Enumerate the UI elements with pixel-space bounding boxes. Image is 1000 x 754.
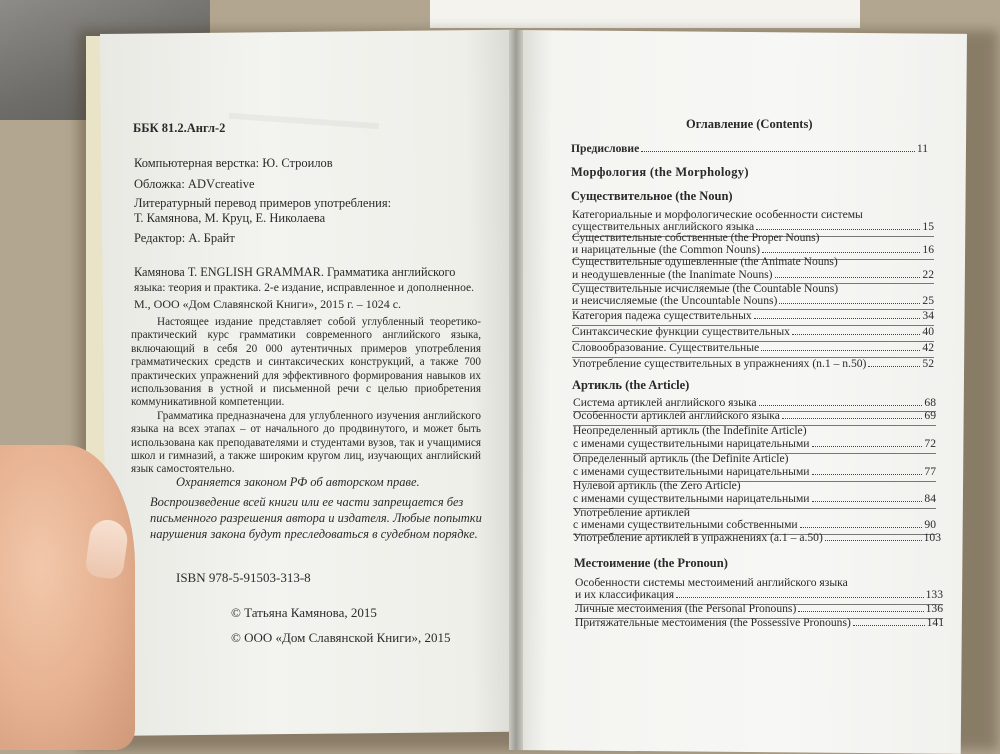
toc-leader-dots — [762, 252, 920, 253]
toc-part-heading: Морфология (the Morphology) — [571, 165, 749, 179]
toc-page-number: 133 — [925, 588, 943, 601]
toc-section-heading-article: Артикль (the Article) — [572, 378, 690, 392]
toc-label: с именами существительными нарицательными — [573, 465, 810, 478]
hand — [0, 445, 135, 750]
toc-row-article-6 — [573, 518, 936, 531]
toc-page-number: 136 — [925, 602, 943, 615]
toc-section-heading-pronoun: Местоимение (the Pronoun) — [574, 556, 728, 570]
toc-section-heading-noun: Существительное (the Noun) — [571, 189, 733, 203]
toc-leader-dots — [800, 527, 923, 528]
reproduction-notice-line-1: Воспроизведение всей книги или ее части запрещается без — [150, 495, 464, 509]
toc-leader-dots — [754, 318, 921, 319]
credit-translation-heading: Литературный перевод примеров употребления: — [134, 196, 392, 210]
toc-leader-dots — [775, 277, 921, 278]
toc-row-preface — [571, 142, 928, 155]
toc-row-pronoun-3 — [575, 616, 944, 629]
toc-leader-dots — [782, 418, 922, 419]
toc-item-line: Особенности системы местоимений английского языка — [575, 576, 848, 589]
bibliography-line-1: Камянова Т. ENGLISH GRAMMAR. Грамматика английского — [134, 265, 456, 279]
toc-page-number: 84 — [924, 492, 936, 505]
copyright-publisher: © ООО «Дом Славянской Книги», 2015 — [231, 630, 451, 645]
toc-page-number: 25 — [922, 294, 934, 307]
toc-item-line: Нулевой артикль (the Zero Article) — [573, 479, 741, 492]
toc-page-number: 52 — [922, 357, 934, 370]
toc-label: Употребление артиклей в упражнениях (a.1 – a.50) — [573, 531, 823, 544]
toc-item-line: Существительные исчисляемые (the Countable Nouns) — [572, 282, 839, 295]
toc-page-number: 68 — [924, 396, 936, 409]
isbn: ISBN 978-5-91503-313-8 — [176, 570, 311, 585]
toc-label: Особенности артиклей английского языка — [573, 409, 780, 422]
toc-page-number: 77 — [924, 465, 936, 478]
toc-leader-dots — [676, 597, 923, 598]
copyright-author: © Татьяна Камянова, 2015 — [231, 605, 377, 620]
toc-page-number: 90 — [924, 518, 936, 531]
toc-row-pronoun-2 — [575, 602, 943, 615]
toc-label: с именами существительными собственными — [573, 518, 798, 531]
bibliography-line-3: М., ООО «Дом Славянской Книги», 2015 г. – 1024 с. — [134, 297, 402, 311]
toc-row-noun-3 — [572, 268, 934, 281]
toc-leader-dots — [798, 611, 923, 612]
credit-layout: Компьютерная верстка: Ю. Строилов — [134, 156, 333, 170]
toc-label: существительных английского языка — [572, 220, 755, 233]
toc-row-article-4 — [573, 465, 936, 478]
toc-page-number: 11 — [916, 142, 928, 155]
toc-leader-dots — [759, 405, 923, 406]
toc-page-number: 69 — [924, 409, 936, 422]
toc-leader-dots — [812, 501, 923, 502]
toc-leader-dots — [761, 350, 920, 351]
copyright-law-notice: Охраняется законом РФ об авторском праве. — [176, 475, 420, 489]
reproduction-notice-line-3: нарушения закона будут преследоваться в судебном порядке. — [150, 527, 478, 541]
toc-item-line: Существительные одушевленные (the Animate Nouns) — [572, 255, 838, 268]
book-spine — [509, 30, 523, 750]
toc-row-article-3 — [573, 437, 936, 450]
toc-label: и неисчисляемые (the Uncountable Nouns) — [572, 294, 778, 307]
annotation — [131, 316, 481, 477]
toc-label: Предисловие — [571, 142, 640, 155]
toc-row-noun-5 — [572, 309, 934, 322]
toc-leader-dots — [868, 366, 920, 367]
background-paper — [430, 0, 860, 28]
toc-label: Категория падежа существительных — [572, 309, 752, 322]
toc-label: Личные местоимения (the Personal Pronouns) — [575, 602, 797, 615]
toc-item-line: Категориальные и морфологические особенности системы — [572, 208, 863, 221]
toc-label: Словообразование. Существительные — [572, 341, 760, 354]
credit-translators: Т. Камянова, М. Круц, Е. Николаева — [134, 211, 326, 225]
toc-row-article-7 — [573, 531, 941, 544]
toc-item-line: Неопределенный артикль (the Indefinite Article) — [573, 424, 807, 437]
toc-page-number: 72 — [924, 437, 936, 450]
annotation-paragraph-2: Грамматика предназначена для углубленного изучения английского языка на всех этапах – от начального до продвинутого, и может быть использована как преподавателями и студентами вузов, так и учащимися школ и гимназий, а также широким кругом лиц, изучающих английский язык самостоятельно. — [131, 409, 481, 476]
credit-editor: Редактор: А. Брайт — [134, 231, 235, 245]
toc-leader-dots — [825, 540, 922, 541]
toc-label: и неодушевленные (the Inanimate Nouns) — [572, 268, 773, 281]
toc-row-article-5 — [573, 492, 936, 505]
toc-page-number: 34 — [922, 309, 934, 322]
toc-label: с именами существительными нарицательными — [573, 437, 810, 450]
toc-leader-dots — [641, 151, 915, 152]
toc-row-article-1 — [573, 396, 936, 409]
toc-page-number: 42 — [922, 341, 934, 354]
toc-title: Оглавление (Contents) — [686, 117, 813, 131]
toc-row-noun-7 — [572, 341, 934, 354]
bibliography-line-2: языка: теория и практика. 2-е издание, исправленное и дополненное. — [134, 281, 475, 294]
toc-row-pronoun-1 — [575, 588, 943, 601]
toc-label: и нарицательные (the Common Nouns) — [572, 243, 760, 256]
toc-row-noun-8 — [572, 357, 934, 370]
toc-page-number: 103 — [923, 531, 941, 544]
toc-row-noun-4 — [572, 294, 934, 307]
toc-leader-dots — [812, 446, 923, 447]
toc-page-number: 15 — [922, 220, 934, 233]
toc-leader-dots — [756, 229, 920, 230]
toc-label: с именами существительными нарицательными — [573, 492, 810, 505]
toc-page-number: 22 — [922, 268, 934, 281]
credit-cover: Обложка: ADVcreative — [134, 177, 255, 191]
toc-leader-dots — [779, 303, 920, 304]
toc-leader-dots — [792, 334, 920, 335]
toc-leader-dots — [812, 474, 923, 475]
toc-page-number: 40 — [922, 325, 934, 338]
toc-page-number: 141 — [926, 616, 944, 629]
reproduction-notice-line-2: письменного разрешения автора и издателя. Любые попытки — [150, 511, 482, 525]
annotation-paragraph-1: Настоящее издание представляет собой углубленный теоретико-практический курс грамматики современного английского языка, включающий в себя 20 000 аутентичных примеров употребления грамматических средств и синтаксических конструкций, а также 700 практических упражнений для эффективного формирования навыков их использования в устной и письменной речи с целью приобретения коммуникативной компетенции. — [131, 316, 481, 409]
toc-label: Употребление существительных в упражнениях (n.1 – n.50) — [572, 357, 867, 370]
toc-leader-dots — [853, 625, 925, 626]
toc-label: Синтаксические функции существительных — [572, 325, 790, 338]
toc-label: Система артиклей английского языка — [573, 396, 757, 409]
toc-item-line: Употребление артиклей — [573, 506, 691, 519]
bbk-code: ББК 81.2.Англ-2 — [133, 121, 226, 135]
toc-page-number: 16 — [922, 243, 934, 256]
toc-label: и их классификация — [575, 588, 675, 601]
toc-item-line: Существительные собственные (the Proper Nouns) — [572, 231, 820, 244]
toc-item-line: Определенный артикль (the Definite Article) — [573, 452, 789, 465]
toc-row-noun-6 — [572, 325, 934, 338]
toc-row-article-2 — [573, 409, 936, 422]
toc-label: Притяжательные местоимения (the Possessive Pronouns) — [575, 616, 851, 629]
